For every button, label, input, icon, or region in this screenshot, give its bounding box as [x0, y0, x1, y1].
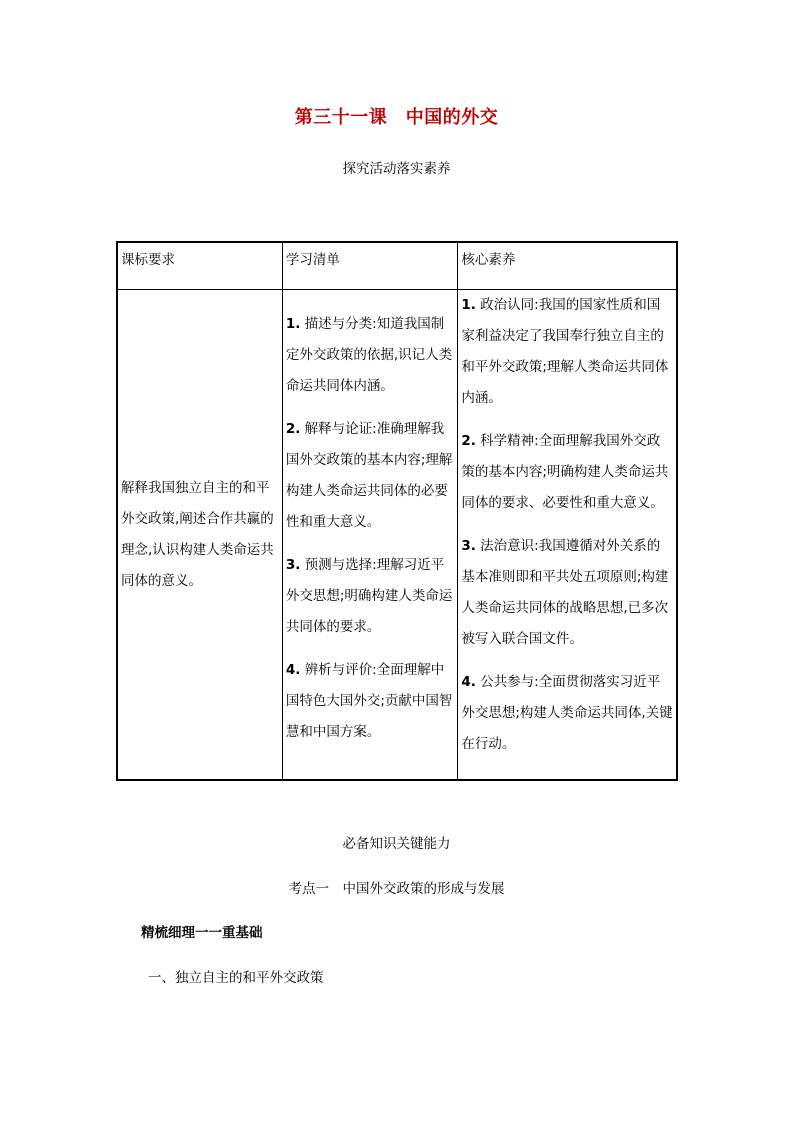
core-competencies-cell	[458, 290, 677, 781]
competency-item: 3. 法治意识:我国遵循对外关系的基本准则即和平共处五项原则;构建人类命运共同体的战略思想,已多次被写入联合国文件。	[461, 538, 669, 647]
study-item: 4. 辨析与评价:全面理解中国特色大国外交;贡献中国智慧和中国方案。	[285, 662, 453, 740]
study-item: 2. 解释与论证:准确理解我国外交政策的基本内容;理解构建人类命运共同体的必要性和重大意义。	[285, 421, 453, 530]
header-requirement: 课标要求	[117, 242, 282, 290]
table-row	[117, 290, 677, 781]
curriculum-table	[116, 241, 678, 781]
study-item: 1. 描述与分类:知道我国制定外交政策的依据,识记人类命运共同体内涵。	[285, 316, 453, 394]
page-title: 第三十一课 中国的外交	[294, 107, 499, 128]
topic-heading: 一、独立自主的和平外交政策	[148, 970, 324, 986]
header-core-competencies: 核心素养	[458, 242, 677, 290]
competency-item: 1. 政治认同:我国的国家性质和国家利益决定了我国奉行独立自主的和平外交政策;理解人类命运共同体内涵。	[461, 297, 669, 406]
study-item: 3. 预测与选择:理解习近平外交思想;明确构建人类命运共同体的要求。	[285, 557, 453, 635]
competency-item: 4. 公共参与:全面贯彻落实习近平外交思想;构建人类命运共同体,关键在行动。	[461, 674, 673, 752]
requirement-cell: 解释我国独立自主的和平外交政策,阐述合作共赢的理念,认识构建人类命运共同体的意义。	[117, 290, 282, 781]
header-study-list: 学习清单	[282, 242, 458, 290]
section-heading: 必备知识关键能力	[342, 836, 451, 852]
study-list-cell	[282, 290, 458, 781]
page-subtitle: 探究活动落实素养	[342, 161, 451, 177]
table-header-row	[117, 242, 677, 290]
subsection-heading: 精梳细理一一重基础	[141, 925, 263, 941]
exam-point-heading: 考点一 中国外交政策的形成与发展	[288, 881, 505, 897]
competency-item: 2. 科学精神:全面理解我国外交政策的基本内容;明确构建人类命运共同体的要求、必要性和重大意义。	[461, 433, 669, 511]
